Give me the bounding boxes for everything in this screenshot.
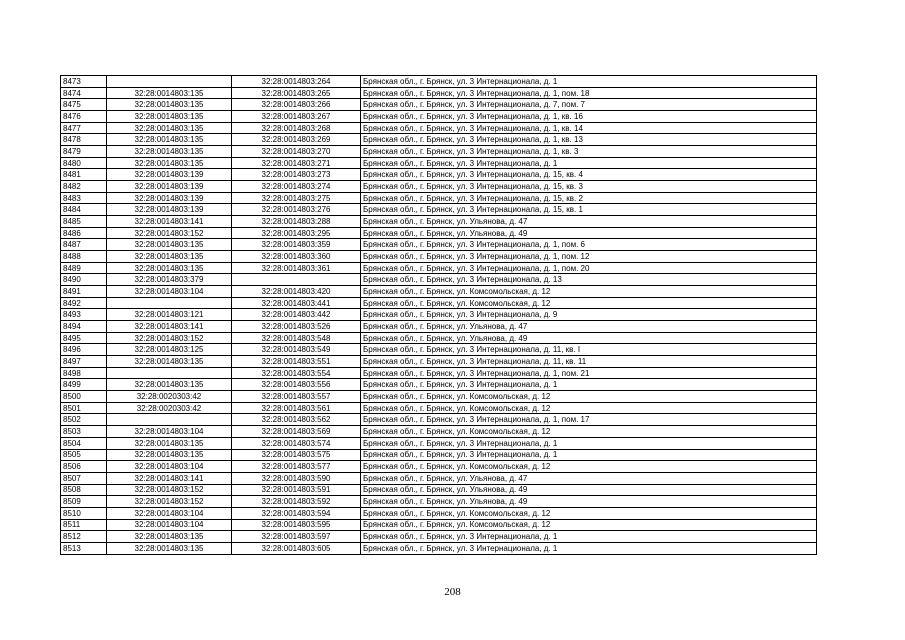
- parent-cadastral-number-cell: 32:28:0014803:139: [107, 169, 232, 181]
- cadastral-number-cell: 32:28:0014803:557: [232, 391, 361, 403]
- row-number-cell: 8489: [61, 262, 107, 274]
- parent-cadastral-number-cell: 32:28:0014803:139: [107, 204, 232, 216]
- cadastral-number-cell: [232, 274, 361, 286]
- parent-cadastral-number-cell: 32:28:0014803:379: [107, 274, 232, 286]
- table-row: [61, 461, 817, 473]
- address-cell: Брянская обл., г. Брянск, ул. 3 Интернационала, д. 1, кв. 13: [361, 134, 817, 146]
- table-row: [61, 542, 817, 554]
- table-row: [61, 344, 817, 356]
- address-cell: Брянская обл., г. Брянск, ул. 3 Интернационала, д. 15, кв. 4: [361, 169, 817, 181]
- table-row: [61, 274, 817, 286]
- cadastral-number-cell: 32:28:0014803:562: [232, 414, 361, 426]
- address-cell: Брянская обл., г. Брянск, ул. 3 Интернационала, д. 1: [361, 76, 817, 88]
- parent-cadastral-number-cell: 32:28:0014803:135: [107, 239, 232, 251]
- table-row: [61, 111, 817, 123]
- cadastral-number-cell: 32:28:0014803:274: [232, 181, 361, 193]
- table-row: [61, 472, 817, 484]
- table-row: [61, 519, 817, 531]
- table-row: [61, 367, 817, 379]
- address-cell: Брянская обл., г. Брянск, ул. Комсомольская, д. 12: [361, 461, 817, 473]
- table-row: [61, 437, 817, 449]
- row-number-cell: 8479: [61, 146, 107, 158]
- address-cell: Брянская обл., г. Брянск, ул. 3 Интернационала, д. 1, пом. 20: [361, 262, 817, 274]
- cadastral-number-cell: 32:28:0014803:549: [232, 344, 361, 356]
- table-row: [61, 87, 817, 99]
- parent-cadastral-number-cell: 32:28:0014803:152: [107, 484, 232, 496]
- row-number-cell: 8478: [61, 134, 107, 146]
- address-cell: Брянская обл., г. Брянск, ул. 3 Интернационала, д. 15, кв. 3: [361, 181, 817, 193]
- parent-cadastral-number-cell: 32:28:0014803:139: [107, 192, 232, 204]
- cadastral-number-cell: 32:28:0014803:441: [232, 297, 361, 309]
- row-number-cell: 8492: [61, 297, 107, 309]
- row-number-cell: 8513: [61, 542, 107, 554]
- address-cell: Брянская обл., г. Брянск, ул. Ульянова, д. 49: [361, 496, 817, 508]
- table-row: [61, 426, 817, 438]
- table-row: [61, 192, 817, 204]
- parent-cadastral-number-cell: [107, 367, 232, 379]
- address-cell: Брянская обл., г. Брянск, ул. Ульянова, д. 47: [361, 216, 817, 228]
- address-cell: Брянская обл., г. Брянск, ул. 3 Интернационала, д. 7, пом. 7: [361, 99, 817, 111]
- address-cell: Брянская обл., г. Брянск, ул. 3 Интернационала, д. 15, кв. 2: [361, 192, 817, 204]
- table-row: [61, 76, 817, 88]
- parent-cadastral-number-cell: 32:28:0014803:141: [107, 216, 232, 228]
- table-row: [61, 99, 817, 111]
- row-number-cell: 8506: [61, 461, 107, 473]
- cadastral-number-cell: 32:28:0014803:420: [232, 286, 361, 298]
- cadastral-register-table: [60, 75, 817, 555]
- row-number-cell: 8505: [61, 449, 107, 461]
- parent-cadastral-number-cell: 32:28:0014803:104: [107, 426, 232, 438]
- parent-cadastral-number-cell: 32:28:0014803:152: [107, 496, 232, 508]
- parent-cadastral-number-cell: 32:28:0014803:135: [107, 379, 232, 391]
- row-number-cell: 8497: [61, 356, 107, 368]
- address-cell: Брянская обл., г. Брянск, ул. 3 Интернационала, д. 15, кв. 1: [361, 204, 817, 216]
- row-number-cell: 8488: [61, 251, 107, 263]
- parent-cadastral-number-cell: 32:28:0014803:135: [107, 134, 232, 146]
- table-row: [61, 216, 817, 228]
- cadastral-number-cell: 32:28:0014803:548: [232, 332, 361, 344]
- parent-cadastral-number-cell: 32:28:0014803:135: [107, 449, 232, 461]
- table-row: [61, 507, 817, 519]
- row-number-cell: 8512: [61, 531, 107, 543]
- address-cell: Брянская обл., г. Брянск, ул. 3 Интернационала, д. 1: [361, 542, 817, 554]
- parent-cadastral-number-cell: 32:28:0014803:135: [107, 111, 232, 123]
- cadastral-number-cell: 32:28:0014803:551: [232, 356, 361, 368]
- address-cell: Брянская обл., г. Брянск, ул. 3 Интернационала, д. 9: [361, 309, 817, 321]
- address-cell: Брянская обл., г. Брянск, ул. 3 Интернационала, д. 1, пом. 12: [361, 251, 817, 263]
- address-cell: Брянская обл., г. Брянск, ул. 3 Интернационала, д. 1: [361, 437, 817, 449]
- row-number-cell: 8496: [61, 344, 107, 356]
- cadastral-number-cell: 32:28:0014803:270: [232, 146, 361, 158]
- table-row: [61, 134, 817, 146]
- table-body: [61, 76, 817, 555]
- row-number-cell: 8511: [61, 519, 107, 531]
- table-row: [61, 484, 817, 496]
- table-row: [61, 146, 817, 158]
- row-number-cell: 8494: [61, 321, 107, 333]
- address-cell: Брянская обл., г. Брянск, ул. Ульянова, д. 49: [361, 484, 817, 496]
- cadastral-number-cell: 32:28:0014803:554: [232, 367, 361, 379]
- row-number-cell: 8491: [61, 286, 107, 298]
- cadastral-number-cell: 32:28:0014803:556: [232, 379, 361, 391]
- row-number-cell: 8504: [61, 437, 107, 449]
- parent-cadastral-number-cell: 32:28:0014803:125: [107, 344, 232, 356]
- parent-cadastral-number-cell: 32:28:0014803:121: [107, 309, 232, 321]
- parent-cadastral-number-cell: 32:28:0014803:152: [107, 332, 232, 344]
- table-row: [61, 496, 817, 508]
- row-number-cell: 8503: [61, 426, 107, 438]
- address-cell: Брянская обл., г. Брянск, ул. Комсомольская, д. 12: [361, 391, 817, 403]
- cadastral-number-cell: 32:28:0014803:594: [232, 507, 361, 519]
- row-number-cell: 8482: [61, 181, 107, 193]
- parent-cadastral-number-cell: [107, 76, 232, 88]
- row-number-cell: 8485: [61, 216, 107, 228]
- table-row: [61, 297, 817, 309]
- cadastral-number-cell: 32:28:0014803:592: [232, 496, 361, 508]
- table-row: [61, 286, 817, 298]
- cadastral-number-cell: 32:28:0014803:361: [232, 262, 361, 274]
- cadastral-number-cell: 32:28:0014803:597: [232, 531, 361, 543]
- row-number-cell: 8490: [61, 274, 107, 286]
- table-row: [61, 239, 817, 251]
- address-cell: Брянская обл., г. Брянск, ул. 3 Интернационала, д. 11, кв. 11: [361, 356, 817, 368]
- address-cell: Брянская обл., г. Брянск, ул. 3 Интернационала, д. 1: [361, 531, 817, 543]
- table-row: [61, 356, 817, 368]
- row-number-cell: 8501: [61, 402, 107, 414]
- cadastral-number-cell: 32:28:0014803:273: [232, 169, 361, 181]
- table-row: [61, 379, 817, 391]
- table-row: [61, 122, 817, 134]
- parent-cadastral-number-cell: 32:28:0014803:141: [107, 321, 232, 333]
- cadastral-number-cell: 32:28:0014803:268: [232, 122, 361, 134]
- address-cell: Брянская обл., г. Брянск, ул. Комсомольская, д. 12: [361, 286, 817, 298]
- cadastral-number-cell: 32:28:0014803:288: [232, 216, 361, 228]
- table-row: [61, 391, 817, 403]
- parent-cadastral-number-cell: 32:28:0014803:135: [107, 437, 232, 449]
- row-number-cell: 8487: [61, 239, 107, 251]
- address-cell: Брянская обл., г. Брянск, ул. Комсомольская, д. 12: [361, 426, 817, 438]
- row-number-cell: 8510: [61, 507, 107, 519]
- address-cell: Брянская обл., г. Брянск, ул. 3 Интернационала, д. 11, кв. I: [361, 344, 817, 356]
- address-cell: Брянская обл., г. Брянск, ул. 3 Интернационала, д. 1, пом. 21: [361, 367, 817, 379]
- address-cell: Брянская обл., г. Брянск, ул. Комсомольская, д. 12: [361, 519, 817, 531]
- table-row: [61, 157, 817, 169]
- cadastral-number-cell: 32:28:0014803:266: [232, 99, 361, 111]
- row-number-cell: 8498: [61, 367, 107, 379]
- table-row: [61, 309, 817, 321]
- cadastral-number-cell: 32:28:0014803:269: [232, 134, 361, 146]
- parent-cadastral-number-cell: 32:28:0014803:135: [107, 542, 232, 554]
- parent-cadastral-number-cell: 32:28:0014803:135: [107, 146, 232, 158]
- row-number-cell: 8476: [61, 111, 107, 123]
- row-number-cell: 8480: [61, 157, 107, 169]
- row-number-cell: 8507: [61, 472, 107, 484]
- address-cell: Брянская обл., г. Брянск, ул. 3 Интернационала, д. 1: [361, 449, 817, 461]
- parent-cadastral-number-cell: 32:28:0014803:135: [107, 122, 232, 134]
- table-row: [61, 414, 817, 426]
- table-row: [61, 204, 817, 216]
- table-row: [61, 181, 817, 193]
- cadastral-number-cell: 32:28:0014803:275: [232, 192, 361, 204]
- table-row: [61, 227, 817, 239]
- address-cell: Брянская обл., г. Брянск, ул. Ульянова, д. 47: [361, 321, 817, 333]
- row-number-cell: 8484: [61, 204, 107, 216]
- cadastral-number-cell: 32:28:0014803:575: [232, 449, 361, 461]
- cadastral-number-cell: 32:28:0014803:574: [232, 437, 361, 449]
- row-number-cell: 8493: [61, 309, 107, 321]
- cadastral-number-cell: 32:28:0014803:526: [232, 321, 361, 333]
- row-number-cell: 8477: [61, 122, 107, 134]
- cadastral-number-cell: 32:28:0014803:264: [232, 76, 361, 88]
- parent-cadastral-number-cell: 32:28:0014803:135: [107, 157, 232, 169]
- page-number: 208: [444, 586, 461, 598]
- parent-cadastral-number-cell: [107, 297, 232, 309]
- parent-cadastral-number-cell: 32:28:0014803:104: [107, 286, 232, 298]
- table-row: [61, 262, 817, 274]
- cadastral-number-cell: 32:28:0014803:605: [232, 542, 361, 554]
- table-row: [61, 449, 817, 461]
- cadastral-number-cell: 32:28:0014803:442: [232, 309, 361, 321]
- row-number-cell: 8483: [61, 192, 107, 204]
- parent-cadastral-number-cell: 32:28:0014803:104: [107, 519, 232, 531]
- parent-cadastral-number-cell: 32:28:0014803:135: [107, 262, 232, 274]
- parent-cadastral-number-cell: 32:28:0014803:139: [107, 181, 232, 193]
- row-number-cell: 8486: [61, 227, 107, 239]
- cadastral-number-cell: 32:28:0014803:360: [232, 251, 361, 263]
- row-number-cell: 8475: [61, 99, 107, 111]
- parent-cadastral-number-cell: 32:28:0020303:42: [107, 402, 232, 414]
- address-cell: Брянская обл., г. Брянск, ул. Ульянова, д. 49: [361, 227, 817, 239]
- address-cell: Брянская обл., г. Брянск, ул. 3 Интернационала, д. 1, пом. 18: [361, 87, 817, 99]
- address-cell: Брянская обл., г. Брянск, ул. Комсомольская, д. 12: [361, 297, 817, 309]
- row-number-cell: 8500: [61, 391, 107, 403]
- row-number-cell: 8508: [61, 484, 107, 496]
- address-cell: Брянская обл., г. Брянск, ул. Ульянова, д. 49: [361, 332, 817, 344]
- cadastral-number-cell: 32:28:0014803:359: [232, 239, 361, 251]
- parent-cadastral-number-cell: 32:28:0020303:42: [107, 391, 232, 403]
- address-cell: Брянская обл., г. Брянск, ул. 3 Интернационала, д. 13: [361, 274, 817, 286]
- address-cell: Брянская обл., г. Брянск, ул. Ульянова, д. 47: [361, 472, 817, 484]
- parent-cadastral-number-cell: 32:28:0014803:104: [107, 507, 232, 519]
- address-cell: Брянская обл., г. Брянск, ул. 3 Интернационала, д. 1, пом. 17: [361, 414, 817, 426]
- address-cell: Брянская обл., г. Брянск, ул. 3 Интернационала, д. 1, кв. 3: [361, 146, 817, 158]
- row-number-cell: 8509: [61, 496, 107, 508]
- parent-cadastral-number-cell: [107, 414, 232, 426]
- cadastral-number-cell: 32:28:0014803:267: [232, 111, 361, 123]
- parent-cadastral-number-cell: 32:28:0014803:135: [107, 87, 232, 99]
- address-cell: Брянская обл., г. Брянск, ул. Комсомольская, д. 12: [361, 402, 817, 414]
- address-cell: Брянская обл., г. Брянск, ул. 3 Интернационала, д. 1, кв. 14: [361, 122, 817, 134]
- table-row: [61, 332, 817, 344]
- cadastral-number-cell: 32:28:0014803:276: [232, 204, 361, 216]
- cadastral-number-cell: 32:28:0014803:577: [232, 461, 361, 473]
- parent-cadastral-number-cell: 32:28:0014803:104: [107, 461, 232, 473]
- table-row: [61, 251, 817, 263]
- row-number-cell: 8502: [61, 414, 107, 426]
- cadastral-number-cell: 32:28:0014803:595: [232, 519, 361, 531]
- row-number-cell: 8481: [61, 169, 107, 181]
- cadastral-number-cell: 32:28:0014803:569: [232, 426, 361, 438]
- row-number-cell: 8495: [61, 332, 107, 344]
- row-number-cell: 8499: [61, 379, 107, 391]
- parent-cadastral-number-cell: 32:28:0014803:141: [107, 472, 232, 484]
- parent-cadastral-number-cell: 32:28:0014803:135: [107, 251, 232, 263]
- address-cell: Брянская обл., г. Брянск, ул. 3 Интернационала, д. 1, пом. 6: [361, 239, 817, 251]
- address-cell: Брянская обл., г. Брянск, ул. 3 Интернационала, д. 1, кв. 16: [361, 111, 817, 123]
- parent-cadastral-number-cell: 32:28:0014803:135: [107, 99, 232, 111]
- table-row: [61, 531, 817, 543]
- cadastral-number-cell: 32:28:0014803:590: [232, 472, 361, 484]
- row-number-cell: 8473: [61, 76, 107, 88]
- cadastral-number-cell: 32:28:0014803:271: [232, 157, 361, 169]
- table-row: [61, 402, 817, 414]
- address-cell: Брянская обл., г. Брянск, ул. 3 Интернационала, д. 1: [361, 157, 817, 169]
- table-row: [61, 321, 817, 333]
- cadastral-number-cell: 32:28:0014803:591: [232, 484, 361, 496]
- address-cell: Брянская обл., г. Брянск, ул. 3 Интернационала, д. 1: [361, 379, 817, 391]
- address-cell: Брянская обл., г. Брянск, ул. Комсомольская, д. 12: [361, 507, 817, 519]
- table-row: [61, 169, 817, 181]
- parent-cadastral-number-cell: 32:28:0014803:135: [107, 531, 232, 543]
- cadastral-number-cell: 32:28:0014803:561: [232, 402, 361, 414]
- parent-cadastral-number-cell: 32:28:0014803:135: [107, 356, 232, 368]
- parent-cadastral-number-cell: 32:28:0014803:152: [107, 227, 232, 239]
- cadastral-number-cell: 32:28:0014803:265: [232, 87, 361, 99]
- row-number-cell: 8474: [61, 87, 107, 99]
- cadastral-number-cell: 32:28:0014803:295: [232, 227, 361, 239]
